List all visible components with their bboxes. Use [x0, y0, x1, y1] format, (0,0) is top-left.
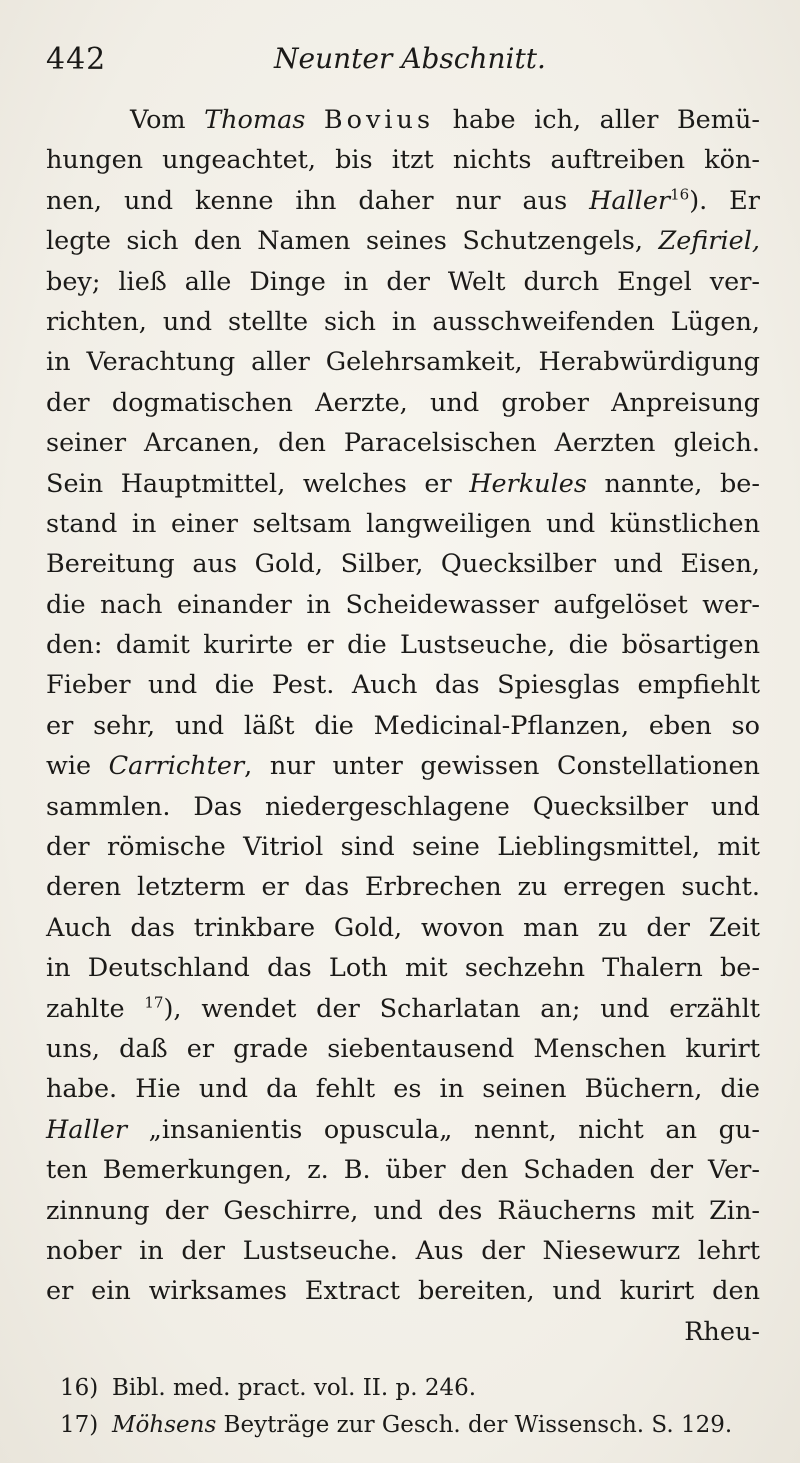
- text-line: den: damit kurirte er die Lustseuche, die bösartigen: [46, 630, 760, 661]
- text-line: in Deutschland das Loth mit sechzehn Thalern be-: [46, 953, 760, 984]
- text-line: stand in einer seltsam langweiligen und künstlichen: [46, 508, 760, 539]
- catchword: Rheu-: [684, 1316, 760, 1347]
- text-line: Auch das trinkbare Gold, wovon man zu der Zeit: [46, 912, 760, 943]
- text-line: zahlte $^{17}$), wendet der Scharlatan an; und erzählt: [46, 993, 760, 1024]
- person-name: Haller: [589, 185, 671, 216]
- text-line: zinnung der Geschirre, und des Räucherns mit Zin-: [46, 1195, 760, 1226]
- text-line: uns, daß er grade siebentausend Menschen kurirt: [46, 1033, 760, 1064]
- person-name: Haller: [46, 1114, 128, 1145]
- text-line: Bereitung aus Gold, Silber, Quecksilber und Eisen,: [46, 549, 760, 580]
- text-line: seiner Arcanen, den Paracelsischen Aerzten gleich.: [46, 428, 760, 459]
- text-line: Fieber und die Pest. Auch das Spiesglas empfiehlt: [46, 670, 760, 701]
- text-line: legte sich den Namen seines Schutzengels, Zefiriel,: [46, 226, 760, 257]
- footnote-author: Möhsens: [112, 1412, 217, 1438]
- footnote-mark: 16): [60, 1375, 99, 1401]
- footnote-text: Beyträge zur Gesch. der Wissensch. S. 129.: [216, 1412, 733, 1438]
- text-line: Sein Hauptmittel, welches er Herkules nannte, be-: [46, 468, 760, 499]
- running-title: Neunter Abschnitt.: [274, 42, 546, 75]
- person-name: Carrichter: [108, 751, 245, 782]
- text-line: er ein wirksames Extract bereiten, und kurirt den: [46, 1276, 760, 1307]
- text-line: Vom Thomas Bovius habe ich, aller Bemü-: [130, 105, 760, 135]
- text-line: in Verachtung aller Gelehrsamkeit, Herabwürdigung: [46, 347, 760, 378]
- footnote-text: Bibl. med. pract. vol. II. p. 246.: [112, 1375, 477, 1401]
- text-line: wie Carrichter, nur unter gewissen Constellationen: [46, 751, 760, 782]
- text-line: der dogmatischen Aerzte, und grober Anpreisung: [46, 387, 760, 418]
- footnote-17: [60, 1407, 760, 1444]
- footnote-ref: 17: [144, 993, 164, 1012]
- text-line: Haller „insanientis opuscula„ nennt, nicht an gu-: [46, 1114, 760, 1145]
- text-line: habe. Hie und da fehlt es in seinen Büchern, die: [46, 1074, 760, 1105]
- text-line: die nach einander in Scheidewasser aufgelöset wer-: [46, 589, 760, 620]
- remedy-name: Herkules: [469, 468, 587, 499]
- text-line: richten, und stellte sich in ausschweifenden Lügen,: [46, 306, 760, 337]
- text-line: der römische Vitriol sind seine Lieblingsmittel, mit: [46, 832, 760, 863]
- text-line: ten Bemerkungen, z. B. über den Schaden der Ver-: [46, 1155, 760, 1186]
- person-name: Bovius: [323, 105, 435, 135]
- text-line: nober in der Lustseuche. Aus der Niesewurz lehrt: [46, 1235, 760, 1266]
- page-header: [46, 42, 786, 82]
- footnote-16: [60, 1370, 760, 1407]
- page-number: 442: [46, 42, 107, 77]
- main-text: [46, 100, 760, 1352]
- footnote-ref: 16: [670, 185, 690, 204]
- person-name: Thomas: [204, 105, 324, 135]
- footnote-mark: 17): [60, 1412, 99, 1438]
- text-line: bey; ließ alle Dinge in der Welt durch Engel ver-: [46, 266, 760, 297]
- angel-name: Zefiriel,: [658, 226, 760, 257]
- text-line: sammlen. Das niedergeschlagene Quecksilber und: [46, 791, 760, 822]
- text-line: hungen ungeachtet, bis itzt nichts auftreiben kön-: [46, 145, 760, 176]
- text-line: deren letzterm er das Erbrechen zu erregen sucht.: [46, 872, 760, 903]
- text-line: nen, und kenne ihn daher nur aus Haller$^{16}$). Er: [46, 185, 760, 216]
- text-line: er sehr, und läßt die Medicinal-Pflanzen, eben so: [46, 710, 760, 741]
- footnotes: [60, 1370, 760, 1444]
